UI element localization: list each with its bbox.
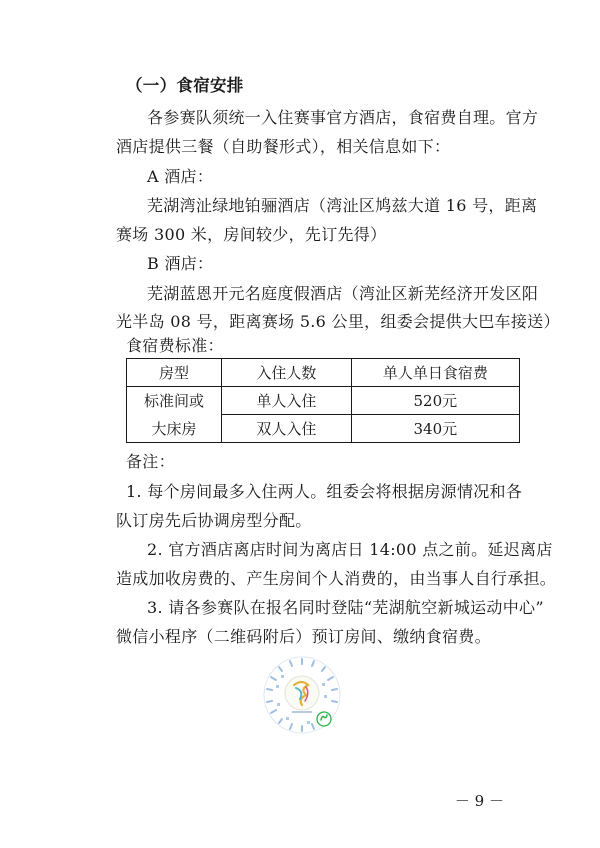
note-3-line-1: 3. 请各参赛队在报名同时登陆“芜湖航空新城运动中心” [147,598,544,617]
table-row [127,415,520,443]
header-room-type: 房型 [127,359,222,387]
mini-program-qr-code-icon[interactable] [262,655,342,735]
section-heading: （一）食宿安排 [126,76,244,95]
page-number: － 9 － [454,792,504,810]
notes-label: 备注： [126,452,175,471]
note-1-line-1: 1. 每个房间最多入住两人。组委会将根据房源情况和各 [126,482,523,501]
fee-cell: 520元 [351,387,519,415]
room-type-cell-top: 标准间或 [127,387,222,415]
fee-table [126,358,520,443]
hotel-b-line-1: 芜湖蓝恩开元名庭度假酒店（湾沚区新芜经济开发区阳 [147,284,539,303]
occupancy-cell: 双人入住 [222,415,352,443]
header-daily-fee: 单人单日食宿费 [351,359,519,387]
fee-cell: 340元 [351,415,519,443]
hotel-b-line-2: 光半岛 08 号，距离赛场 5.6 公里，组委会提供大巴车接送） [116,312,560,331]
intro-line-2: 酒店提供三餐（自助餐形式），相关信息如下： [116,137,451,156]
room-type-cell-bottom: 大床房 [127,415,222,443]
table-row [127,387,520,415]
occupancy-cell: 单人入住 [222,387,352,415]
fee-standard-label: 食宿费标准： [126,336,224,355]
hotel-b-label: B 酒店： [147,254,214,273]
header-occupancy: 入住人数 [222,359,352,387]
hotel-a-line-2: 赛场 300 米，房间较少，先订先得） [116,225,387,244]
intro-line-1: 各参赛队须统一入住赛事官方酒店，食宿费自理。官方 [147,108,539,127]
table-header-row [127,359,520,387]
note-2-line-1: 2. 官方酒店离店时间为离店日 14:00 点之前。延迟离店 [147,540,553,559]
hotel-a-label: A 酒店： [147,167,214,186]
note-2-line-2: 造成加收房费的、产生房间个人消费的，由当事人自行承担。 [116,569,557,588]
note-3-line-2: 微信小程序（二维码附后）预订房间、缴纳食宿费。 [116,627,491,646]
note-1-line-2: 队订房先后协调房型分配。 [116,511,312,530]
hotel-a-line-1: 芜湖湾沚绿地铂骊酒店（湾沚区鸠兹大道 16 号，距离 [147,196,538,215]
